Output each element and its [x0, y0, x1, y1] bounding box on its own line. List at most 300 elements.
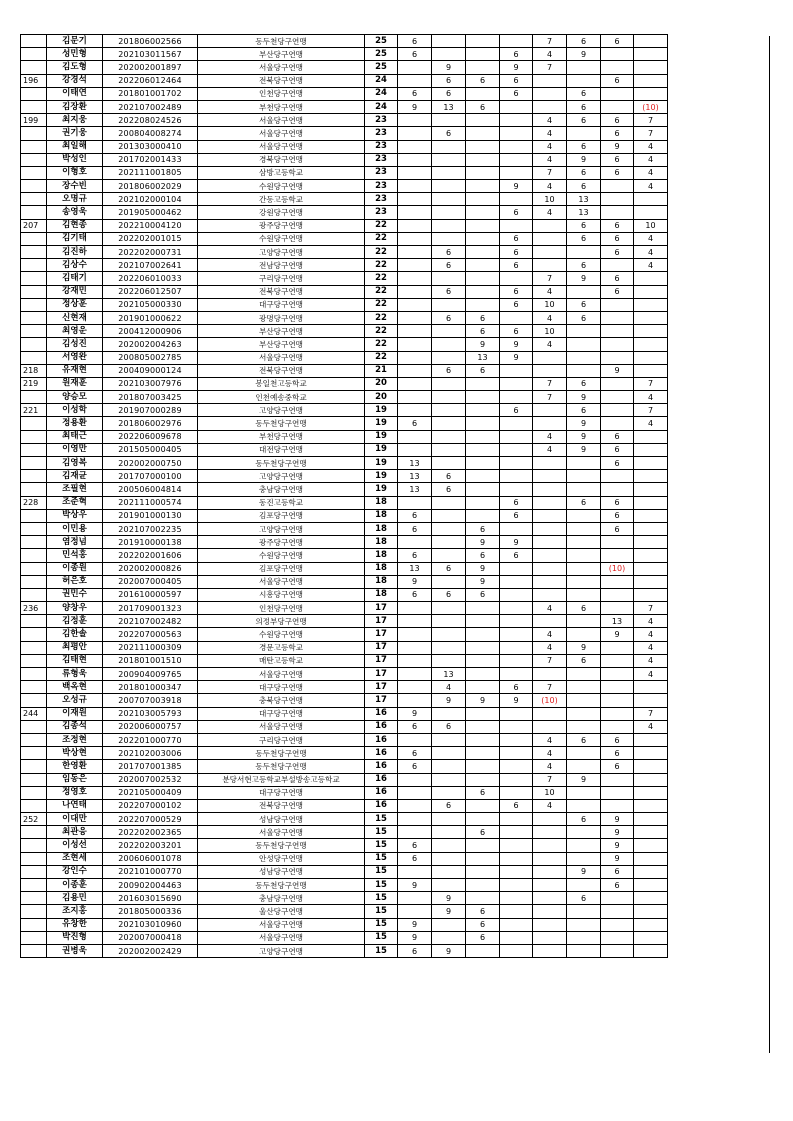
affiliation-cell: 김포당구연맹 — [198, 509, 365, 522]
score-cell-8: 4 — [634, 628, 668, 641]
score-cell-6 — [567, 628, 601, 641]
score-cell-8: 4 — [634, 259, 668, 272]
player-name-cell: 이성학 — [47, 404, 103, 417]
score-cell-6 — [567, 747, 601, 760]
affiliation-cell: 인천당구연맹 — [198, 87, 365, 100]
score-cell-7: 13 — [601, 615, 634, 628]
score-cell-7: 9 — [601, 813, 634, 826]
score-cell-2 — [432, 747, 466, 760]
score-cell-2 — [432, 48, 466, 61]
score-cell-6: 6 — [567, 377, 601, 390]
player-name-cell: 김영복 — [47, 457, 103, 470]
score-cell-3 — [466, 377, 500, 390]
affiliation-cell: 강원당구연맹 — [198, 206, 365, 219]
score-cell-3 — [466, 813, 500, 826]
player-name-cell: 이형호 — [47, 166, 103, 179]
registration-id-cell: 202111000309 — [103, 641, 198, 654]
affiliation-cell: 고양당구연맹 — [198, 944, 365, 957]
registration-id-cell: 200805002785 — [103, 351, 198, 364]
table-row — [21, 575, 668, 588]
table-row — [21, 799, 668, 812]
score-cell-7 — [601, 694, 634, 707]
player-name-cell: 김진하 — [47, 246, 103, 259]
score-cell-3 — [466, 628, 500, 641]
player-name-cell: 유재현 — [47, 364, 103, 377]
affiliation-cell: 서울당구연맹 — [198, 575, 365, 588]
score-cell-5: 4 — [533, 799, 567, 812]
score-cell-5 — [533, 509, 567, 522]
total-points-cell: 25 — [365, 35, 398, 48]
score-cell-6 — [567, 852, 601, 865]
score-cell-5: 7 — [533, 377, 567, 390]
score-cell-3 — [466, 760, 500, 773]
affiliation-cell: 울산당구연맹 — [198, 905, 365, 918]
score-cell-2 — [432, 232, 466, 245]
registration-id-cell: 201303000410 — [103, 140, 198, 153]
score-cell-8 — [634, 813, 668, 826]
table-row — [21, 470, 668, 483]
score-cell-4: 6 — [500, 206, 533, 219]
score-cell-5 — [533, 404, 567, 417]
player-name-cell: 조지홍 — [47, 905, 103, 918]
registration-id-cell: 201901000622 — [103, 311, 198, 324]
score-cell-2 — [432, 865, 466, 878]
rank-cell — [21, 35, 47, 48]
score-cell-1 — [398, 246, 432, 259]
score-cell-5: 10 — [533, 193, 567, 206]
table-row — [21, 786, 668, 799]
score-cell-1: 6 — [398, 549, 432, 562]
score-cell-6 — [567, 74, 601, 87]
registration-id-cell: 202201000770 — [103, 733, 198, 746]
table-row — [21, 522, 668, 535]
score-cell-8 — [634, 694, 668, 707]
table-row — [21, 298, 668, 311]
score-cell-8: 4 — [634, 153, 668, 166]
score-cell-6: 6 — [567, 219, 601, 232]
score-cell-1 — [398, 61, 432, 74]
affiliation-cell: 대구당구연맹 — [198, 681, 365, 694]
registration-id-cell: 202107002235 — [103, 522, 198, 535]
player-name-cell: 김도형 — [47, 61, 103, 74]
total-points-cell: 19 — [365, 417, 398, 430]
score-cell-5 — [533, 483, 567, 496]
total-points-cell: 23 — [365, 114, 398, 127]
score-cell-2 — [432, 733, 466, 746]
rank-cell — [21, 246, 47, 259]
score-cell-6 — [567, 931, 601, 944]
player-name-cell: 김한솔 — [47, 628, 103, 641]
player-name-cell: 조현세 — [47, 852, 103, 865]
total-points-cell: 25 — [365, 61, 398, 74]
score-cell-3 — [466, 391, 500, 404]
score-cell-1: 6 — [398, 839, 432, 852]
score-cell-4 — [500, 193, 533, 206]
player-name-cell: 이민용 — [47, 522, 103, 535]
player-name-cell: 김태현 — [47, 654, 103, 667]
rank-cell — [21, 852, 47, 865]
score-cell-5 — [533, 813, 567, 826]
score-cell-7 — [601, 351, 634, 364]
score-cell-5 — [533, 575, 567, 588]
rank-cell — [21, 865, 47, 878]
rank-cell — [21, 391, 47, 404]
score-cell-1 — [398, 496, 432, 509]
total-points-cell: 18 — [365, 509, 398, 522]
score-cell-3 — [466, 180, 500, 193]
score-cell-3 — [466, 285, 500, 298]
rank-cell: 196 — [21, 74, 47, 87]
score-cell-8 — [634, 892, 668, 905]
affiliation-cell: 부산당구연맹 — [198, 325, 365, 338]
total-points-cell: 17 — [365, 628, 398, 641]
registration-id-cell: 200904009765 — [103, 668, 198, 681]
score-cell-6: 13 — [567, 193, 601, 206]
score-cell-7 — [601, 417, 634, 430]
total-points-cell: 22 — [365, 246, 398, 259]
registration-id-cell: 202102000104 — [103, 193, 198, 206]
score-cell-1 — [398, 681, 432, 694]
score-cell-6 — [567, 457, 601, 470]
score-cell-8 — [634, 496, 668, 509]
score-cell-4 — [500, 127, 533, 140]
score-cell-6 — [567, 879, 601, 892]
player-name-cell: 조필현 — [47, 483, 103, 496]
score-cell-1 — [398, 733, 432, 746]
score-cell-6: 6 — [567, 100, 601, 113]
affiliation-cell: 삼방고등학교 — [198, 166, 365, 179]
registration-id-cell: 202002002429 — [103, 944, 198, 957]
total-points-cell: 16 — [365, 786, 398, 799]
score-cell-4 — [500, 562, 533, 575]
score-cell-3: 6 — [466, 931, 500, 944]
score-cell-2 — [432, 931, 466, 944]
total-points-cell: 15 — [365, 879, 398, 892]
player-name-cell: 최관응 — [47, 826, 103, 839]
score-cell-5 — [533, 615, 567, 628]
player-name-cell: 김상수 — [47, 259, 103, 272]
score-cell-1 — [398, 74, 432, 87]
score-cell-4: 6 — [500, 285, 533, 298]
score-cell-3 — [466, 127, 500, 140]
score-cell-2: 9 — [432, 905, 466, 918]
player-name-cell: 이재원 — [47, 707, 103, 720]
score-cell-3 — [466, 720, 500, 733]
score-cell-3 — [466, 733, 500, 746]
score-cell-8 — [634, 483, 668, 496]
score-cell-6: 9 — [567, 641, 601, 654]
score-cell-3 — [466, 259, 500, 272]
score-cell-8: 4 — [634, 391, 668, 404]
score-cell-1: 6 — [398, 944, 432, 957]
score-cell-7 — [601, 575, 634, 588]
score-cell-4 — [500, 522, 533, 535]
score-cell-6 — [567, 364, 601, 377]
score-cell-6 — [567, 127, 601, 140]
score-cell-2 — [432, 430, 466, 443]
registration-id-cell: 202208024526 — [103, 114, 198, 127]
score-cell-8 — [634, 733, 668, 746]
score-cell-6: 9 — [567, 430, 601, 443]
score-cell-4: 6 — [500, 325, 533, 338]
score-cell-7 — [601, 311, 634, 324]
total-points-cell: 15 — [365, 852, 398, 865]
score-cell-7: 9 — [601, 364, 634, 377]
rank-cell — [21, 430, 47, 443]
score-cell-7 — [601, 707, 634, 720]
player-name-cell: 이태연 — [47, 87, 103, 100]
registration-id-cell: 201907000289 — [103, 404, 198, 417]
player-name-cell: 이성선 — [47, 839, 103, 852]
score-cell-6: 9 — [567, 272, 601, 285]
registration-id-cell: 201702001433 — [103, 153, 198, 166]
player-name-cell: 최일해 — [47, 140, 103, 153]
table-row — [21, 839, 668, 852]
score-cell-6: 6 — [567, 404, 601, 417]
score-cell-2 — [432, 654, 466, 667]
score-cell-3 — [466, 404, 500, 417]
score-cell-1 — [398, 536, 432, 549]
total-points-cell: 19 — [365, 483, 398, 496]
rank-cell — [21, 931, 47, 944]
score-cell-3: 9 — [466, 562, 500, 575]
rank-cell: 219 — [21, 377, 47, 390]
registration-id-cell: 202210004120 — [103, 219, 198, 232]
score-cell-2: 6 — [432, 246, 466, 259]
score-cell-3 — [466, 87, 500, 100]
registration-id-cell: 202202001606 — [103, 549, 198, 562]
total-points-cell: 17 — [365, 615, 398, 628]
score-cell-4 — [500, 483, 533, 496]
score-cell-5 — [533, 219, 567, 232]
score-cell-4 — [500, 391, 533, 404]
score-cell-7 — [601, 641, 634, 654]
score-cell-3: 9 — [466, 338, 500, 351]
table-row — [21, 272, 668, 285]
registration-id-cell: 202206012507 — [103, 285, 198, 298]
affiliation-cell: 의정부당구연맹 — [198, 615, 365, 628]
score-cell-7: 6 — [601, 522, 634, 535]
rank-cell — [21, 259, 47, 272]
rank-cell — [21, 483, 47, 496]
score-cell-8: 7 — [634, 602, 668, 615]
score-cell-8 — [634, 681, 668, 694]
score-cell-3: 6 — [466, 905, 500, 918]
player-name-cell: 권민수 — [47, 588, 103, 601]
player-name-cell: 정상훈 — [47, 298, 103, 311]
score-cell-2 — [432, 153, 466, 166]
registration-id-cell: 201806002029 — [103, 180, 198, 193]
score-cell-8: 4 — [634, 668, 668, 681]
score-cell-5 — [533, 562, 567, 575]
player-name-cell: 김용민 — [47, 892, 103, 905]
total-points-cell: 23 — [365, 153, 398, 166]
score-cell-8 — [634, 470, 668, 483]
score-cell-7: 9 — [601, 140, 634, 153]
registration-id-cell: 202207000529 — [103, 813, 198, 826]
rank-cell — [21, 443, 47, 456]
score-cell-7: 6 — [601, 35, 634, 48]
rank-cell — [21, 272, 47, 285]
ranking-table-body — [21, 35, 668, 958]
score-cell-4 — [500, 905, 533, 918]
player-name-cell: 백옥현 — [47, 681, 103, 694]
score-cell-7: 6 — [601, 443, 634, 456]
score-cell-5 — [533, 100, 567, 113]
affiliation-cell: 전북당구연맹 — [198, 364, 365, 377]
score-cell-1: 6 — [398, 588, 432, 601]
registration-id-cell: 202105000330 — [103, 298, 198, 311]
score-cell-2: 6 — [432, 588, 466, 601]
score-cell-6: 6 — [567, 654, 601, 667]
score-cell-4 — [500, 272, 533, 285]
affiliation-cell: 인천당구연맹 — [198, 602, 365, 615]
total-points-cell: 19 — [365, 443, 398, 456]
score-cell-5 — [533, 364, 567, 377]
rank-cell — [21, 509, 47, 522]
score-cell-8 — [634, 325, 668, 338]
score-cell-5: 10 — [533, 786, 567, 799]
score-cell-7 — [601, 799, 634, 812]
score-cell-6 — [567, 61, 601, 74]
score-cell-8 — [634, 522, 668, 535]
rank-cell: 236 — [21, 602, 47, 615]
score-cell-7: 6 — [601, 879, 634, 892]
score-cell-1 — [398, 325, 432, 338]
score-cell-3 — [466, 668, 500, 681]
affiliation-cell: 봉일천고등학교 — [198, 377, 365, 390]
table-row — [21, 48, 668, 61]
score-cell-8: 4 — [634, 166, 668, 179]
score-cell-8 — [634, 799, 668, 812]
score-cell-4 — [500, 417, 533, 430]
table-row — [21, 496, 668, 509]
registration-id-cell: 200804008274 — [103, 127, 198, 140]
score-cell-4 — [500, 668, 533, 681]
rank-cell — [21, 311, 47, 324]
score-cell-7: 9 — [601, 628, 634, 641]
score-cell-7 — [601, 180, 634, 193]
total-points-cell: 17 — [365, 641, 398, 654]
player-name-cell: 박상우 — [47, 509, 103, 522]
table-row — [21, 140, 668, 153]
table-row — [21, 219, 668, 232]
score-cell-2 — [432, 180, 466, 193]
score-cell-2 — [432, 852, 466, 865]
score-cell-8 — [634, 879, 668, 892]
score-cell-8 — [634, 562, 668, 575]
score-cell-3: 6 — [466, 364, 500, 377]
table-row — [21, 747, 668, 760]
score-cell-3 — [466, 865, 500, 878]
score-cell-8 — [634, 747, 668, 760]
score-cell-2 — [432, 377, 466, 390]
player-name-cell: 임동은 — [47, 773, 103, 786]
score-cell-1: 6 — [398, 87, 432, 100]
table-row — [21, 457, 668, 470]
score-cell-3 — [466, 892, 500, 905]
rank-cell — [21, 61, 47, 74]
registration-id-cell: 202002000826 — [103, 562, 198, 575]
table-row — [21, 694, 668, 707]
rank-cell — [21, 773, 47, 786]
table-row — [21, 193, 668, 206]
total-points-cell: 22 — [365, 338, 398, 351]
score-cell-5: 4 — [533, 153, 567, 166]
registration-id-cell: 200506004814 — [103, 483, 198, 496]
table-row — [21, 615, 668, 628]
score-cell-1: 6 — [398, 48, 432, 61]
table-row — [21, 681, 668, 694]
score-cell-1: 13 — [398, 562, 432, 575]
score-cell-1 — [398, 272, 432, 285]
score-cell-5 — [533, 720, 567, 733]
page-right-rule — [769, 36, 770, 1053]
score-cell-7: 6 — [601, 272, 634, 285]
score-cell-7 — [601, 668, 634, 681]
score-cell-7: 9 — [601, 839, 634, 852]
affiliation-cell: 서울당구연맹 — [198, 918, 365, 931]
score-cell-3 — [466, 272, 500, 285]
score-cell-6: 9 — [567, 773, 601, 786]
score-cell-4: 6 — [500, 549, 533, 562]
score-cell-1 — [398, 694, 432, 707]
rank-cell: 218 — [21, 364, 47, 377]
rank-cell — [21, 48, 47, 61]
affiliation-cell: 수원당구연맹 — [198, 549, 365, 562]
score-cell-6: 6 — [567, 35, 601, 48]
rank-cell: 244 — [21, 707, 47, 720]
affiliation-cell: 서울당구연맹 — [198, 668, 365, 681]
score-cell-2: 4 — [432, 681, 466, 694]
score-cell-2: 13 — [432, 668, 466, 681]
rank-cell — [21, 786, 47, 799]
score-cell-2 — [432, 628, 466, 641]
affiliation-cell: 김포당구연맹 — [198, 562, 365, 575]
score-cell-5: 10 — [533, 325, 567, 338]
score-cell-6: 6 — [567, 259, 601, 272]
registration-id-cell: 201901000130 — [103, 509, 198, 522]
affiliation-cell: 대구당구연맹 — [198, 707, 365, 720]
score-cell-4 — [500, 166, 533, 179]
score-cell-5 — [533, 918, 567, 931]
affiliation-cell: 충남당구연맹 — [198, 892, 365, 905]
affiliation-cell: 고양당구연맹 — [198, 246, 365, 259]
score-cell-5: 4 — [533, 127, 567, 140]
score-cell-1: 6 — [398, 760, 432, 773]
score-cell-6 — [567, 285, 601, 298]
score-cell-2: 6 — [432, 364, 466, 377]
score-cell-3 — [466, 773, 500, 786]
affiliation-cell: 간동고등학교 — [198, 193, 365, 206]
score-cell-2 — [432, 351, 466, 364]
score-cell-8 — [634, 457, 668, 470]
player-name-cell: 김재균 — [47, 470, 103, 483]
score-cell-1: 9 — [398, 100, 432, 113]
score-cell-3 — [466, 707, 500, 720]
player-name-cell: 이종원 — [47, 562, 103, 575]
total-points-cell: 18 — [365, 588, 398, 601]
score-cell-8 — [634, 193, 668, 206]
score-cell-6 — [567, 720, 601, 733]
table-row — [21, 285, 668, 298]
score-cell-7 — [601, 404, 634, 417]
score-cell-1 — [398, 905, 432, 918]
registration-id-cell: 202002000750 — [103, 457, 198, 470]
score-cell-2 — [432, 219, 466, 232]
score-cell-8 — [634, 549, 668, 562]
score-cell-7 — [601, 87, 634, 100]
